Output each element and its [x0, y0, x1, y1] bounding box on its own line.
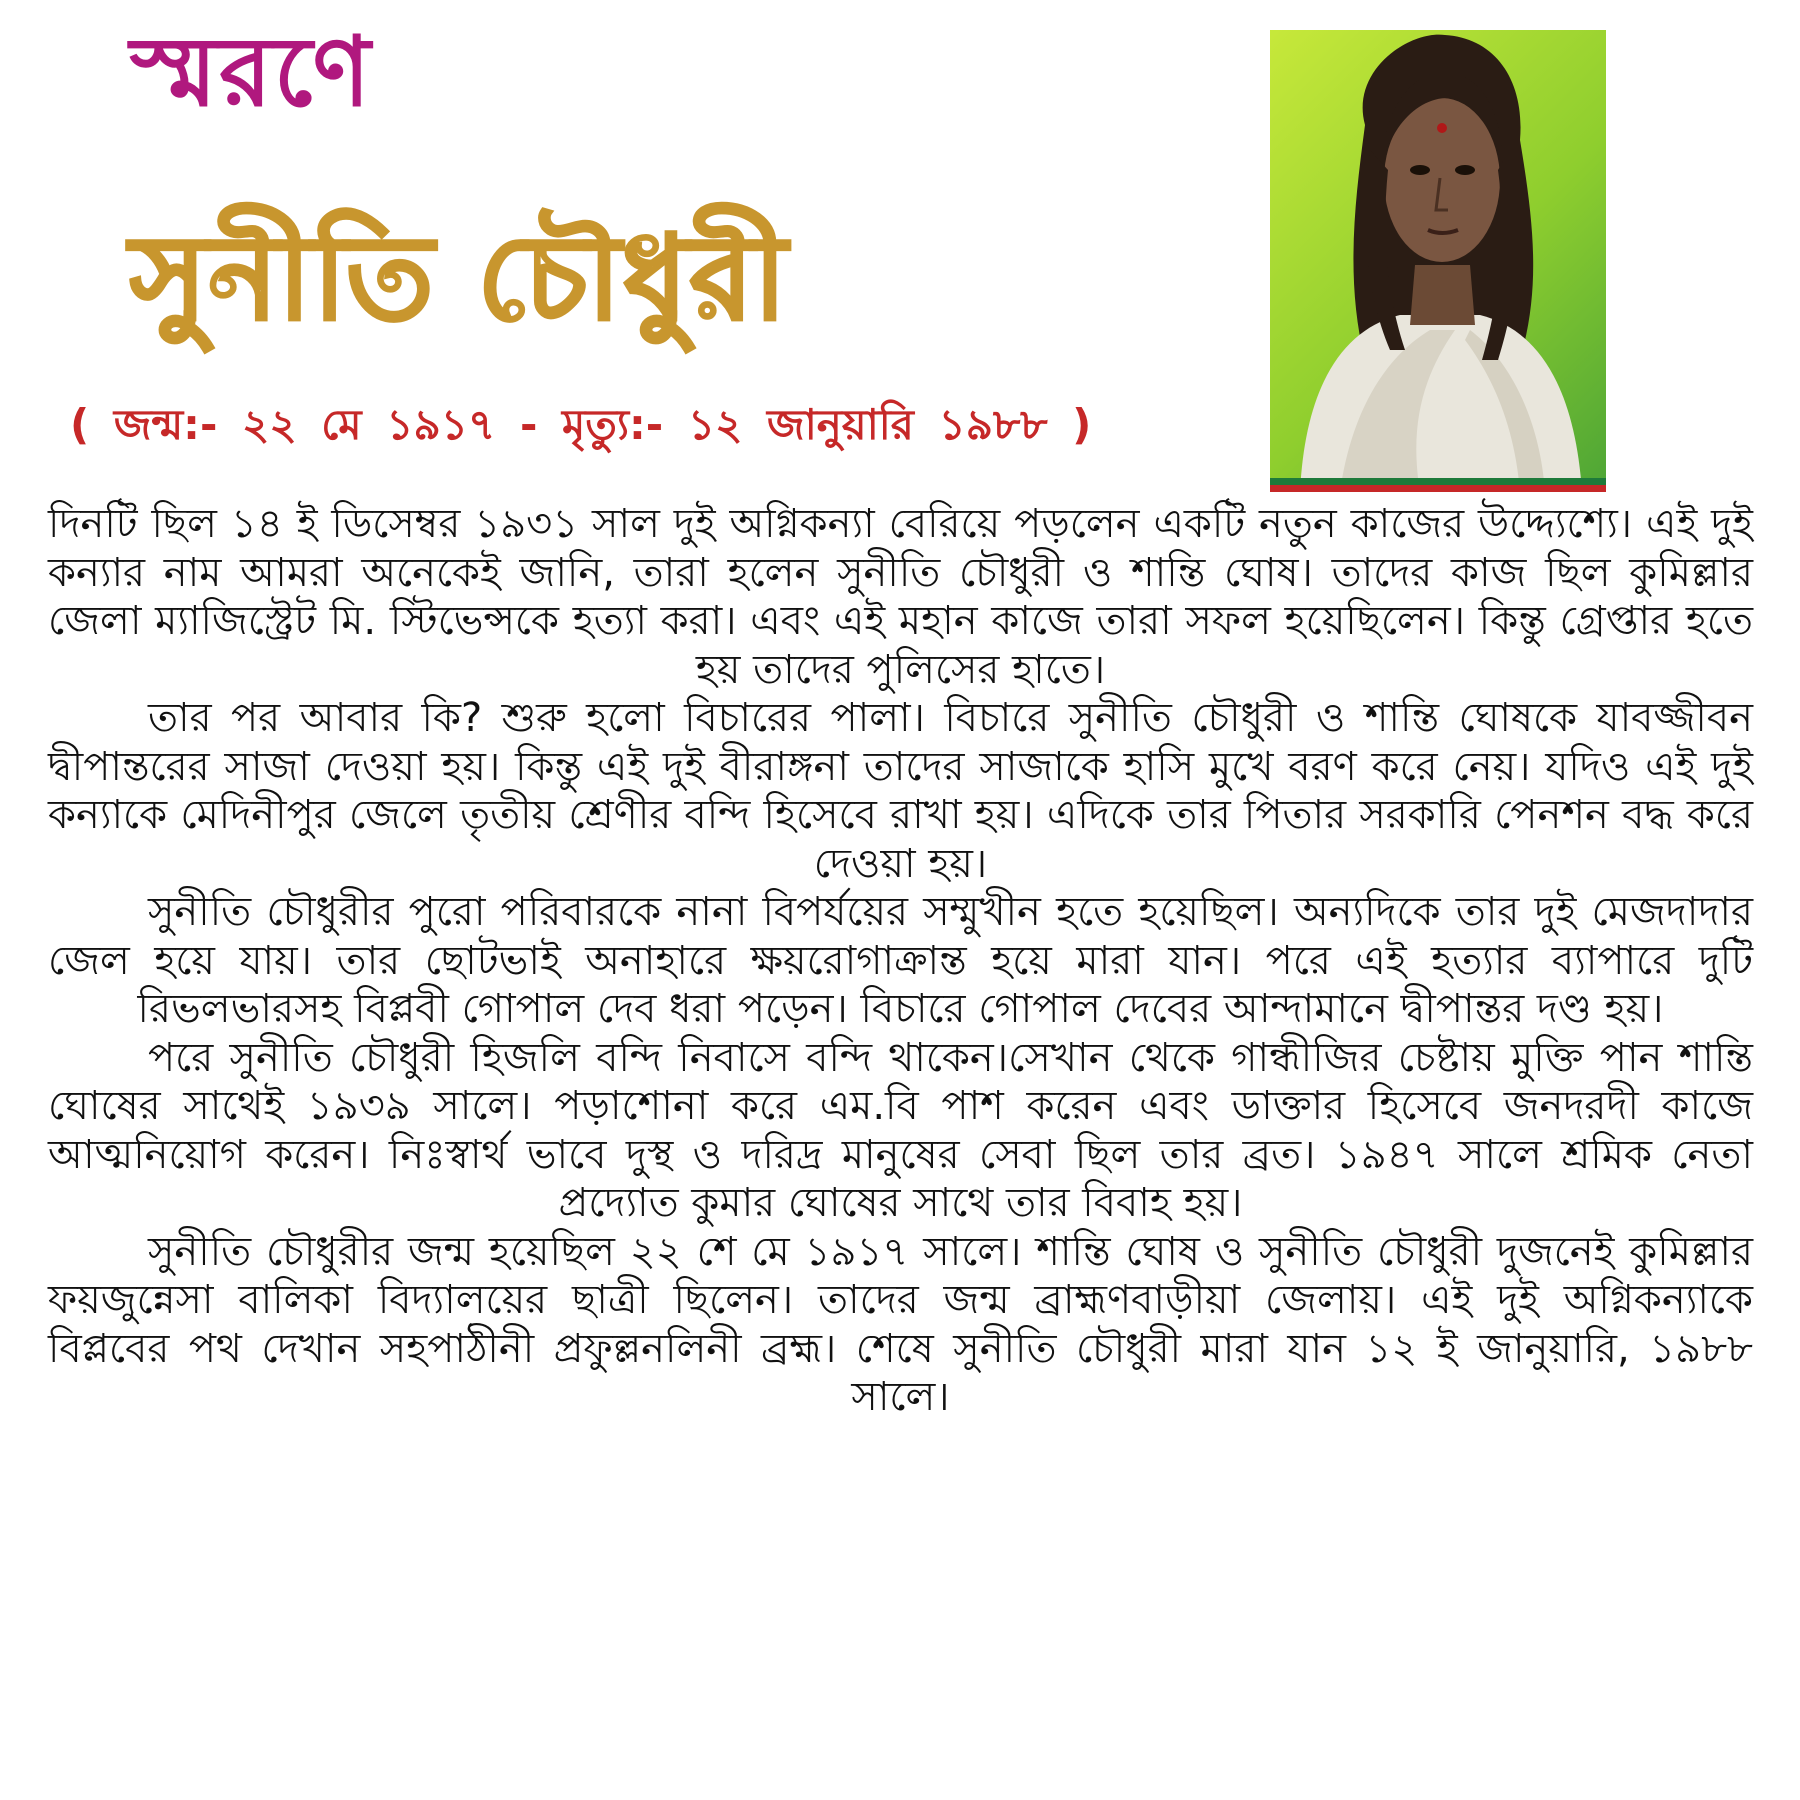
biography-text [48, 500, 1753, 1422]
page-title: সুনীতি চৌধুরী [130, 211, 789, 346]
birth-death-dates: ( জন্ম:- ২২ মে ১৯১৭ - মৃত্যু:- ১২ জানুয়ারি ১৯৮৮ ) [70, 400, 1092, 449]
paragraph-1: দিনটি ছিল ১৪ ই ডিসেম্বর ১৯৩১ সাল দুই অগ্নিকন্যা বেরিয়ে পড়লেন একটি নতুন কাজের উদ্দ্যেশ্যে। এই দুই কন্যার নাম আমরা অনেকেই জানি, তারা হলেন সুনীতি চৌধুরী ও শান্তি ঘোষ। তাদের কাজ ছিল কুমিল্লার জেলা ম্যাজিস্ট্রেট মি. স্টিভেন্সকে হত্যা করা। এবং এই মহান কাজে তারা সফল হয়েছিলেন। কিন্তু গ্রেপ্তার হতে হয় তাদের পুলিসের হাতে। [48, 501, 1753, 693]
paragraph-5: সুনীতি চৌধুরীর জন্ম হয়েছিল ২২ শে মে ১৯১৭ সালে। শান্তি ঘোষ ও সুনীতি চৌধুরী দুজনেই কুমিল্লার ফয়জুন্নেসা বালিকা বিদ্যালয়ের ছাত্রী ছিলেন। তাদের জন্ম ব্রাহ্মণবাড়ীয়া জেলায়। এই দুই অগ্নিকন্যাকে বিপ্লবের পথ দেখান সহপাঠীনী প্রফুল্লনলিনী ব্রহ্ম। শেষে সুনীতি চৌধুরী মারা যান ১২ ই জানুয়ারি, ১৯৮৮ সালে। [48, 1228, 1753, 1420]
paragraph-4: পরে সুনীতি চৌধুরী হিজলি বন্দি নিবাসে বন্দি থাকেন।সেখান থেকে গান্ধীজির চেষ্টায় মুক্তি পান শান্তি ঘোষের সাথেই ১৯৩৯ সালে। পড়াশোনা করে এম.বি পাশ করেন এবং ডাক্তার হিসেবে জনদরদী কাজে আত্মনিয়োগ করেন। নিঃস্বার্থ ভাবে দুস্থ ও দরিদ্র মানুষের সেবা ছিল তার ব্রত। ১৯৪৭ সালে শ্রমিক নেতা প্রদ্যোত কুমার ঘোষের সাথে তার বিবাহ হয়। [48, 1034, 1753, 1226]
paragraph-3: সুনীতি চৌধুরীর পুরো পরিবারকে নানা বিপর্যয়ের সম্মুখীন হতে হয়েছিল। অন্যদিকে তার দুই মেজদাদার জেল হয়ে যায়। তার ছোটভাই অনাহারে ক্ষয়রোগাক্রান্ত হয়ে মারা যান। পরে এই হত্যার ব্যাপারে দুটি রিভলভারসহ বিপ্লবী গোপাল দেব ধরা পড়েন। বিচারে গোপাল দেবের আন্দামানে দ্বীপান্তর দণ্ড হয়। [48, 889, 1753, 1032]
heading-smarane: স্মরণে [130, 16, 373, 128]
paragraph-2: তার পর আবার কি? শুরু হলো বিচারের পালা। বিচারে সুনীতি চৌধুরী ও শান্তি ঘোষকে যাবজ্জীবন দ্বীপান্তরের সাজা দেওয়া হয়। কিন্তু এই দুই বীরাঙ্গনা তাদের সাজাকে হাসি মুখে বরণ করে নেয়। যদিও এই দুই কন্যাকে মেদিনীপুর জেলে তৃতীয় শ্রেণীর বন্দি হিসেবে রাখা হয়। এদিকে তার পিতার সরকারি পেনশন বদ্ধ করে দেওয়া হয়। [48, 695, 1753, 887]
portrait-photo [1270, 30, 1606, 492]
portrait-illustration [1270, 30, 1606, 492]
portrait-border-stripe [1270, 478, 1606, 492]
